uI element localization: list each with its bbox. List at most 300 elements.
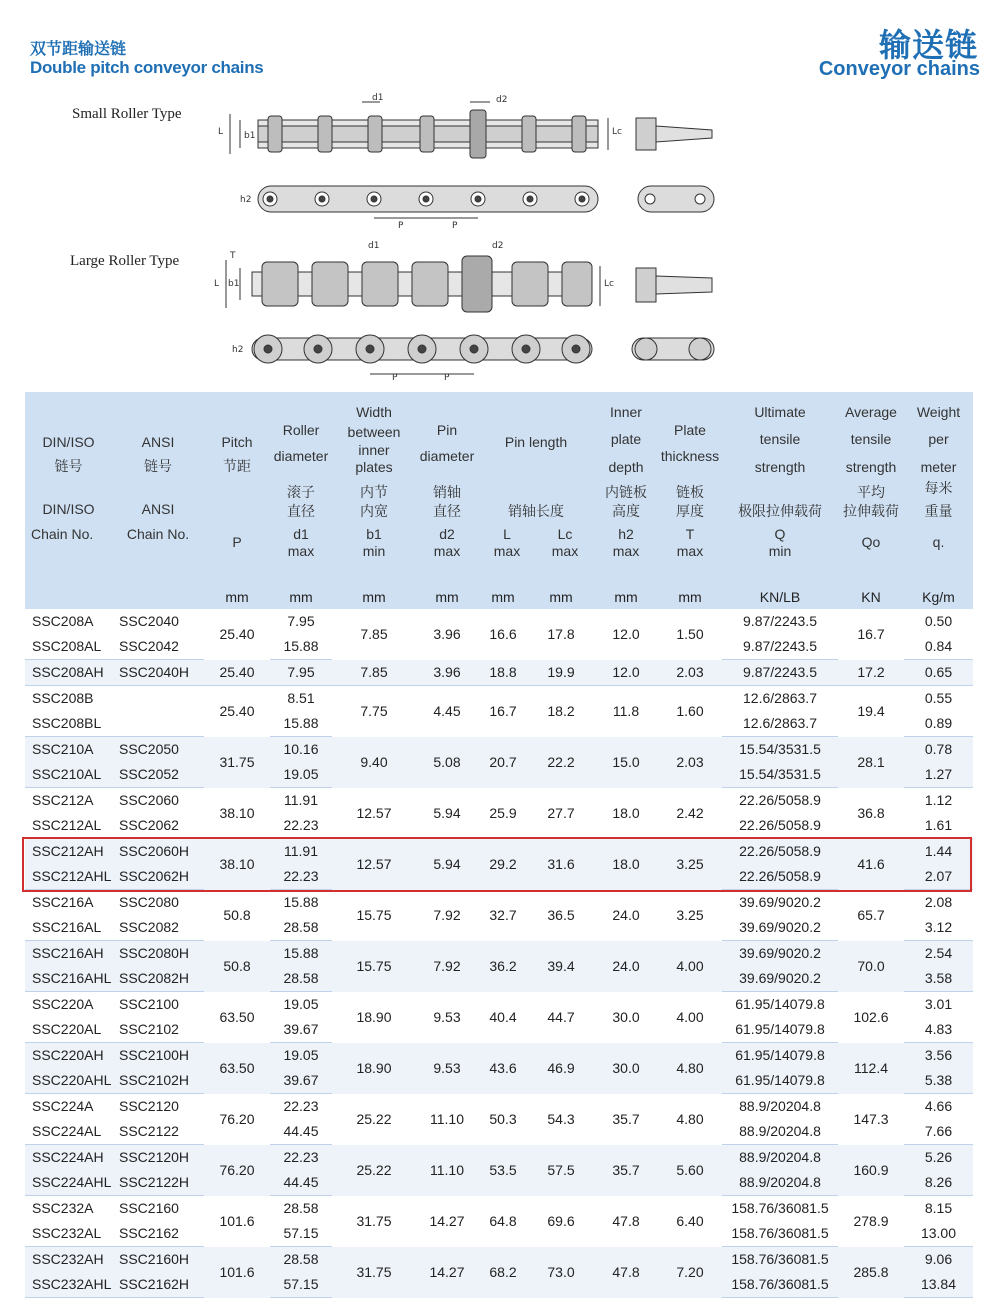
cell-d1: 57.15 bbox=[270, 1272, 332, 1298]
cell-Lc: 22.2 bbox=[528, 737, 594, 788]
col-avg-cn2: 拉伸载荷 bbox=[843, 503, 899, 519]
cell-Lc: 69.6 bbox=[528, 1196, 594, 1247]
dim-b1-large: b1 bbox=[228, 279, 240, 289]
cell-L: 68.2 bbox=[478, 1247, 528, 1298]
chain-diagrams bbox=[0, 90, 1000, 390]
col-avg-sym: Qo bbox=[861, 534, 881, 550]
col-roller-header bbox=[270, 392, 332, 585]
cell-T: 4.80 bbox=[658, 1094, 722, 1145]
cell-din: SSC210AL bbox=[25, 762, 112, 788]
cell-p: 101.6 bbox=[204, 1247, 270, 1298]
cell-q: 5.26 bbox=[904, 1145, 973, 1171]
cell-d1: 22.23 bbox=[270, 1094, 332, 1120]
col-pitch-en: Pitch bbox=[221, 434, 253, 450]
cell-Q: 12.6/2863.7 bbox=[722, 686, 838, 712]
large-roller-side-view bbox=[252, 335, 714, 374]
cell-p: 38.10 bbox=[204, 788, 270, 839]
cell-d2: 14.27 bbox=[416, 1196, 478, 1247]
col-pinlen-lim2: max bbox=[551, 543, 579, 559]
cell-Lc: 39.4 bbox=[528, 941, 594, 992]
cell-ansi: SSC2062H bbox=[112, 864, 204, 890]
col-ult-sym: Q bbox=[774, 526, 786, 542]
cell-din: SSC224AH bbox=[25, 1145, 112, 1171]
cell-L: 16.7 bbox=[478, 686, 528, 737]
cell-d1: 8.51 bbox=[270, 686, 332, 712]
cell-b1: 18.90 bbox=[332, 992, 416, 1043]
cell-ansi: SSC2062 bbox=[112, 813, 204, 839]
col-pin-lim: max bbox=[433, 543, 461, 559]
cell-Qo: 70.0 bbox=[838, 941, 904, 992]
cell-ansi: SSC2082H bbox=[112, 966, 204, 992]
cell-h2: 30.0 bbox=[594, 1043, 658, 1094]
cell-h2: 12.0 bbox=[594, 660, 658, 686]
cell-d1: 28.58 bbox=[270, 1196, 332, 1222]
cell-h2: 47.8 bbox=[594, 1247, 658, 1298]
cell-Lc: 17.8 bbox=[528, 609, 594, 660]
dim-h2-small: h2 bbox=[240, 195, 252, 205]
cell-din: SSC210A bbox=[25, 737, 112, 763]
dim-d1-large: d1 bbox=[368, 241, 380, 251]
col-ansi-header bbox=[112, 392, 204, 585]
cell-Qo: 147.3 bbox=[838, 1094, 904, 1145]
unit-pin: mm bbox=[416, 585, 478, 609]
cell-Lc: 36.5 bbox=[528, 890, 594, 941]
cell-q: 2.54 bbox=[904, 941, 973, 967]
dim-P1-large: P bbox=[392, 373, 398, 383]
cell-din: SSC220AL bbox=[25, 1017, 112, 1043]
col-pitch-sym: P bbox=[232, 534, 242, 550]
col-width-en2: between bbox=[347, 424, 401, 440]
cell-T: 4.00 bbox=[658, 992, 722, 1043]
col-width-en3: inner bbox=[358, 442, 390, 458]
cell-ansi: SSC2040 bbox=[112, 609, 204, 634]
cell-Q: 9.87/2243.5 bbox=[722, 660, 838, 686]
table-row bbox=[25, 788, 973, 814]
cell-Q: 12.6/2863.7 bbox=[722, 711, 838, 737]
col-pin-header bbox=[416, 392, 478, 585]
col-inner-lim: max bbox=[612, 543, 640, 559]
cell-d2: 11.10 bbox=[416, 1094, 478, 1145]
col-ult-lim: min bbox=[768, 543, 792, 559]
cell-ansi: SSC2052 bbox=[112, 762, 204, 788]
cell-ansi: SSC2080H bbox=[112, 941, 204, 967]
col-plate-cn1: 链板 bbox=[676, 484, 704, 500]
cell-Qo: 112.4 bbox=[838, 1043, 904, 1094]
title-en-left: Double pitch conveyor chains bbox=[30, 58, 264, 77]
cell-p: 76.20 bbox=[204, 1094, 270, 1145]
cell-h2: 35.7 bbox=[594, 1094, 658, 1145]
cell-ansi: SSC2080 bbox=[112, 890, 204, 916]
col-pin-sym: d2 bbox=[439, 526, 455, 542]
col-width-header bbox=[332, 392, 416, 585]
header-row bbox=[25, 392, 973, 585]
dim-Lc-large: Lc bbox=[604, 279, 614, 289]
table-row bbox=[25, 1094, 973, 1120]
cell-q: 3.56 bbox=[904, 1043, 973, 1069]
table-row bbox=[25, 609, 973, 634]
cell-din: SSC224A bbox=[25, 1094, 112, 1120]
cell-d2: 11.10 bbox=[416, 1145, 478, 1196]
table-row bbox=[25, 890, 973, 916]
cell-Q: 88.9/20204.8 bbox=[722, 1119, 838, 1145]
col-roller-en2: diameter bbox=[273, 448, 329, 464]
col-pinlen-lim1: max bbox=[493, 543, 521, 559]
unit-ult: KN/LB bbox=[722, 585, 838, 609]
cell-d1: 10.16 bbox=[270, 737, 332, 763]
cell-q: 4.83 bbox=[904, 1017, 973, 1043]
col-width-sym: b1 bbox=[366, 526, 382, 542]
cell-ansi: SSC2060 bbox=[112, 788, 204, 814]
cell-d1: 28.58 bbox=[270, 966, 332, 992]
cell-L: 20.7 bbox=[478, 737, 528, 788]
cell-q: 0.78 bbox=[904, 737, 973, 763]
cell-Lc: 19.9 bbox=[528, 660, 594, 686]
unit-din bbox=[25, 585, 112, 609]
cell-d1: 19.05 bbox=[270, 992, 332, 1018]
cell-T: 5.60 bbox=[658, 1145, 722, 1196]
cell-Lc: 44.7 bbox=[528, 992, 594, 1043]
cell-p: 76.20 bbox=[204, 1145, 270, 1196]
cell-ansi: SSC2100 bbox=[112, 992, 204, 1018]
unit-pitch: mm bbox=[204, 585, 270, 609]
cell-q: 0.89 bbox=[904, 711, 973, 737]
cell-T: 4.80 bbox=[658, 1043, 722, 1094]
cell-Q: 22.26/5058.9 bbox=[722, 813, 838, 839]
cell-T: 1.60 bbox=[658, 686, 722, 737]
cell-h2: 24.0 bbox=[594, 941, 658, 992]
col-din-en: DIN/ISO bbox=[42, 434, 95, 450]
col-avg-header bbox=[838, 392, 904, 585]
col-ansi-cn: 链号 bbox=[144, 458, 172, 474]
small-roller-label: Small Roller Type bbox=[72, 106, 182, 122]
cell-ansi: SSC2160H bbox=[112, 1247, 204, 1273]
cell-ansi: SSC2120 bbox=[112, 1094, 204, 1120]
col-pinlen-sym1: L bbox=[503, 526, 511, 542]
cell-din: SSC216AHL bbox=[25, 966, 112, 992]
cell-T: 2.42 bbox=[658, 788, 722, 839]
col-pin-cn2: 直径 bbox=[433, 503, 461, 519]
spec-table bbox=[25, 392, 973, 1298]
dim-P1-small: P bbox=[398, 221, 404, 231]
table-row bbox=[25, 1043, 973, 1069]
cell-din: SSC208B bbox=[25, 686, 112, 712]
col-pin-cn1: 销轴 bbox=[433, 484, 461, 500]
cell-ansi: SSC2160 bbox=[112, 1196, 204, 1222]
cell-d2: 5.08 bbox=[416, 737, 478, 788]
cell-T: 1.50 bbox=[658, 609, 722, 660]
cell-b1: 31.75 bbox=[332, 1247, 416, 1298]
title-cn-left: 双节距输送链 bbox=[30, 41, 127, 58]
col-inner-header bbox=[594, 392, 658, 585]
col-pitch-cn: 节距 bbox=[223, 458, 251, 474]
col-width-cn2: 内宽 bbox=[360, 503, 388, 519]
cell-Qo: 285.8 bbox=[838, 1247, 904, 1298]
units-row bbox=[25, 585, 973, 609]
cell-Q: 158.76/36081.5 bbox=[722, 1272, 838, 1298]
cell-Qo: 19.4 bbox=[838, 686, 904, 737]
cell-b1: 25.22 bbox=[332, 1094, 416, 1145]
cell-Qo: 28.1 bbox=[838, 737, 904, 788]
cell-Q: 88.9/20204.8 bbox=[722, 1170, 838, 1196]
dim-Lc-small: Lc bbox=[612, 127, 622, 137]
cell-d2: 7.92 bbox=[416, 941, 478, 992]
cell-T: 2.03 bbox=[658, 660, 722, 686]
cell-din: SSC208BL bbox=[25, 711, 112, 737]
col-plate-en1: Plate bbox=[674, 422, 706, 438]
cell-Q: 15.54/3531.5 bbox=[722, 762, 838, 788]
col-avg-en3: strength bbox=[845, 459, 897, 475]
cell-ansi: SSC2102 bbox=[112, 1017, 204, 1043]
title-en-right: Conveyor chains bbox=[818, 58, 980, 80]
table-row bbox=[25, 686, 973, 712]
cell-din: SSC216A bbox=[25, 890, 112, 916]
col-roller-cn2: 直径 bbox=[287, 503, 315, 519]
cell-p: 25.40 bbox=[204, 660, 270, 686]
cell-din: SSC208AH bbox=[25, 660, 112, 686]
cell-din: SSC212AHL bbox=[25, 864, 112, 890]
cell-d1: 28.58 bbox=[270, 915, 332, 941]
col-pin-en1: Pin bbox=[436, 422, 458, 438]
cell-din: SSC220AH bbox=[25, 1043, 112, 1069]
cell-q: 2.08 bbox=[904, 890, 973, 916]
col-ult-cn: 极限拉伸载荷 bbox=[738, 503, 822, 519]
cell-d1: 44.45 bbox=[270, 1170, 332, 1196]
cell-b1: 31.75 bbox=[332, 1196, 416, 1247]
cell-ansi: SSC2082 bbox=[112, 915, 204, 941]
dim-P2-large: P bbox=[444, 373, 450, 383]
cell-p: 63.50 bbox=[204, 1043, 270, 1094]
cell-din: SSC224AL bbox=[25, 1119, 112, 1145]
cell-Qo: 17.2 bbox=[838, 660, 904, 686]
cell-din: SSC232AHL bbox=[25, 1272, 112, 1298]
cell-q: 7.66 bbox=[904, 1119, 973, 1145]
col-plate-cn2: 厚度 bbox=[676, 503, 704, 519]
cell-Q: 15.54/3531.5 bbox=[722, 737, 838, 763]
cell-q: 1.44 bbox=[904, 839, 973, 865]
table-row bbox=[25, 839, 973, 865]
cell-b1: 15.75 bbox=[332, 890, 416, 941]
cell-h2: 15.0 bbox=[594, 737, 658, 788]
unit-ansi bbox=[112, 585, 204, 609]
cell-din: SSC232A bbox=[25, 1196, 112, 1222]
cell-q: 13.00 bbox=[904, 1221, 973, 1247]
dim-b1-small: b1 bbox=[244, 131, 256, 141]
cell-Qo: 16.7 bbox=[838, 609, 904, 660]
dim-d1-small: d1 bbox=[372, 93, 384, 103]
cell-d1: 22.23 bbox=[270, 864, 332, 890]
col-weight-header bbox=[904, 392, 973, 585]
col-plate-en2: thickness bbox=[660, 448, 720, 464]
unit-width: mm bbox=[332, 585, 416, 609]
unit-avg: KN bbox=[838, 585, 904, 609]
col-avg-cn1: 平均 bbox=[857, 484, 885, 500]
col-width-en1: Width bbox=[356, 404, 392, 420]
cell-q: 0.50 bbox=[904, 609, 973, 634]
unit-L: mm bbox=[478, 585, 528, 609]
col-inner-en3: depth bbox=[608, 459, 644, 475]
cell-ansi: SSC2040H bbox=[112, 660, 204, 686]
col-pinlen-sym2: Lc bbox=[557, 526, 573, 542]
dim-L-large: L bbox=[214, 279, 220, 289]
col-roller-en1: Roller bbox=[282, 422, 320, 438]
cell-d2: 9.53 bbox=[416, 992, 478, 1043]
cell-b1: 15.75 bbox=[332, 941, 416, 992]
cell-ansi bbox=[112, 686, 204, 712]
cell-L: 25.9 bbox=[478, 788, 528, 839]
cell-q: 9.06 bbox=[904, 1247, 973, 1273]
cell-din: SSC208A bbox=[25, 609, 112, 634]
cell-d1: 22.23 bbox=[270, 1145, 332, 1171]
spec-table-wrap bbox=[25, 392, 973, 1298]
cell-h2: 11.8 bbox=[594, 686, 658, 737]
cell-h2: 12.0 bbox=[594, 609, 658, 660]
cell-Lc: 57.5 bbox=[528, 1145, 594, 1196]
cell-Lc: 31.6 bbox=[528, 839, 594, 890]
cell-p: 63.50 bbox=[204, 992, 270, 1043]
table-row bbox=[25, 941, 973, 967]
col-din-en3: Chain No. bbox=[31, 526, 94, 542]
cell-d1: 39.67 bbox=[270, 1017, 332, 1043]
cell-ansi: SSC2042 bbox=[112, 634, 204, 660]
cell-q: 1.61 bbox=[904, 813, 973, 839]
cell-T: 2.03 bbox=[658, 737, 722, 788]
cell-d1: 15.88 bbox=[270, 634, 332, 660]
cell-d2: 5.94 bbox=[416, 839, 478, 890]
col-weight-en2: per bbox=[928, 431, 949, 447]
cell-Qo: 36.8 bbox=[838, 788, 904, 839]
cell-ansi: SSC2120H bbox=[112, 1145, 204, 1171]
cell-Qo: 278.9 bbox=[838, 1196, 904, 1247]
col-ult-en2: tensile bbox=[759, 431, 801, 447]
table-body bbox=[25, 609, 973, 1298]
cell-Q: 39.69/9020.2 bbox=[722, 966, 838, 992]
cell-d1: 7.95 bbox=[270, 660, 332, 686]
cell-ansi: SSC2100H bbox=[112, 1043, 204, 1069]
col-pinlen-header bbox=[478, 392, 594, 585]
cell-d2: 9.53 bbox=[416, 1043, 478, 1094]
cell-Q: 9.87/2243.5 bbox=[722, 609, 838, 634]
cell-d1: 39.67 bbox=[270, 1068, 332, 1094]
cell-din: SSC220AHL bbox=[25, 1068, 112, 1094]
cell-L: 40.4 bbox=[478, 992, 528, 1043]
cell-p: 25.40 bbox=[204, 609, 270, 660]
cell-Lc: 18.2 bbox=[528, 686, 594, 737]
cell-L: 43.6 bbox=[478, 1043, 528, 1094]
cell-T: 3.25 bbox=[658, 890, 722, 941]
col-din-cn: 链号 bbox=[54, 458, 83, 474]
cell-Qo: 41.6 bbox=[838, 839, 904, 890]
cell-q: 1.27 bbox=[904, 762, 973, 788]
cell-h2: 47.8 bbox=[594, 1196, 658, 1247]
cell-L: 53.5 bbox=[478, 1145, 528, 1196]
cell-Qo: 160.9 bbox=[838, 1145, 904, 1196]
col-ansi-en3: Chain No. bbox=[126, 526, 190, 542]
col-plate-header bbox=[658, 392, 722, 585]
cell-ansi bbox=[112, 711, 204, 737]
cell-q: 13.84 bbox=[904, 1272, 973, 1298]
dim-T-large: T bbox=[230, 251, 236, 261]
cell-d2: 3.96 bbox=[416, 609, 478, 660]
col-width-lim: min bbox=[362, 543, 386, 559]
cell-din: SSC232AH bbox=[25, 1247, 112, 1273]
col-width-cn1: 内节 bbox=[360, 484, 388, 500]
col-din-en2: DIN/ISO bbox=[42, 501, 95, 517]
cell-din: SSC224AHL bbox=[25, 1170, 112, 1196]
col-pin-en2: diameter bbox=[419, 448, 475, 464]
col-inner-cn2: 高度 bbox=[612, 503, 640, 519]
table-row bbox=[25, 737, 973, 763]
dim-d2-small: d2 bbox=[496, 95, 508, 105]
cell-Q: 88.9/20204.8 bbox=[722, 1094, 838, 1120]
col-weight-cn1: 每米 bbox=[924, 480, 953, 496]
cell-d1: 44.45 bbox=[270, 1119, 332, 1145]
cell-L: 50.3 bbox=[478, 1094, 528, 1145]
cell-b1: 7.85 bbox=[332, 660, 416, 686]
table-row bbox=[25, 1145, 973, 1171]
cell-q: 3.58 bbox=[904, 966, 973, 992]
table-row bbox=[25, 1196, 973, 1222]
cell-d2: 7.92 bbox=[416, 890, 478, 941]
col-avg-en2: tensile bbox=[850, 431, 892, 447]
cell-L: 32.7 bbox=[478, 890, 528, 941]
cell-d2: 4.45 bbox=[416, 686, 478, 737]
cell-Q: 61.95/14079.8 bbox=[722, 1017, 838, 1043]
cell-d2: 14.27 bbox=[416, 1247, 478, 1298]
cell-d1: 19.05 bbox=[270, 762, 332, 788]
cell-q: 1.12 bbox=[904, 788, 973, 814]
cell-d1: 57.15 bbox=[270, 1221, 332, 1247]
cell-Q: 158.76/36081.5 bbox=[722, 1221, 838, 1247]
col-pinlen-en: Pin length bbox=[504, 434, 568, 450]
unit-inner: mm bbox=[594, 585, 658, 609]
cell-h2: 30.0 bbox=[594, 992, 658, 1043]
col-roller-lim: max bbox=[287, 543, 315, 559]
col-din-header bbox=[25, 392, 112, 585]
cell-T: 6.40 bbox=[658, 1196, 722, 1247]
cell-din: SSC212AH bbox=[25, 839, 112, 865]
unit-Lc: mm bbox=[528, 585, 594, 609]
cell-din: SSC208AL bbox=[25, 634, 112, 660]
dim-h2-large: h2 bbox=[232, 345, 244, 355]
cell-ansi: SSC2122H bbox=[112, 1170, 204, 1196]
cell-T: 4.00 bbox=[658, 941, 722, 992]
cell-q: 8.26 bbox=[904, 1170, 973, 1196]
col-ult-header bbox=[722, 392, 838, 585]
cell-Lc: 27.7 bbox=[528, 788, 594, 839]
cell-Q: 9.87/2243.5 bbox=[722, 634, 838, 660]
cell-b1: 12.57 bbox=[332, 839, 416, 890]
cell-Q: 61.95/14079.8 bbox=[722, 992, 838, 1018]
cell-Q: 39.69/9020.2 bbox=[722, 890, 838, 916]
cell-q: 0.55 bbox=[904, 686, 973, 712]
cell-Lc: 54.3 bbox=[528, 1094, 594, 1145]
cell-Q: 22.26/5058.9 bbox=[722, 839, 838, 865]
cell-q: 8.15 bbox=[904, 1196, 973, 1222]
col-ult-en1: Ultimate bbox=[754, 404, 806, 420]
cell-ansi: SSC2122 bbox=[112, 1119, 204, 1145]
cell-q: 0.84 bbox=[904, 634, 973, 660]
cell-L: 64.8 bbox=[478, 1196, 528, 1247]
col-inner-en1: Inner bbox=[610, 404, 642, 420]
cell-b1: 12.57 bbox=[332, 788, 416, 839]
cell-Q: 39.69/9020.2 bbox=[722, 915, 838, 941]
col-inner-sym: h2 bbox=[618, 526, 634, 542]
col-pitch-header bbox=[204, 392, 270, 585]
cell-ansi: SSC2050 bbox=[112, 737, 204, 763]
cell-ansi: SSC2162H bbox=[112, 1272, 204, 1298]
col-weight-en1: Weight bbox=[916, 404, 961, 420]
col-inner-cn1: 内链板 bbox=[605, 484, 647, 500]
